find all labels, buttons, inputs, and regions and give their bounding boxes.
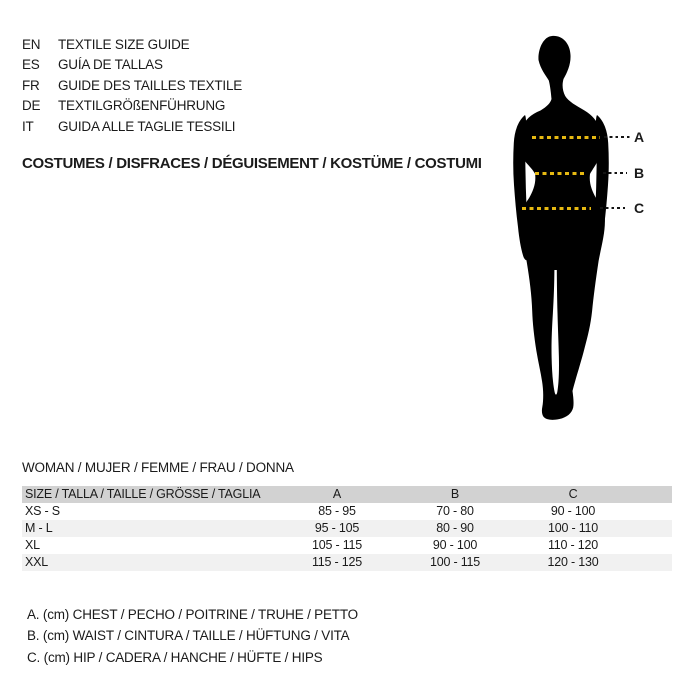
language-code: IT	[22, 118, 34, 134]
table-row	[22, 537, 672, 554]
language-code: ES	[22, 57, 40, 73]
measure-label-c: C	[634, 200, 644, 216]
waist-cell: 80 - 90	[436, 521, 474, 535]
language-code: DE	[22, 98, 41, 114]
size-cell: XS - S	[25, 504, 60, 518]
hip-cell: 110 - 120	[547, 538, 599, 552]
chest-cell: 95 - 105	[314, 521, 360, 535]
language-title: GUIDE DES TAILLES TEXTILE	[58, 77, 243, 93]
hip-leader-line	[600, 207, 625, 209]
col-header-c: C	[514, 486, 632, 503]
size-cell: M - L	[25, 521, 53, 535]
size-table-header-row	[22, 486, 672, 503]
language-row-it	[22, 117, 242, 137]
language-row-fr	[22, 76, 242, 96]
language-code: FR	[22, 77, 40, 93]
chest-cell: 115 - 125	[311, 555, 363, 569]
figure-area	[505, 33, 620, 421]
woman-silhouette-icon	[505, 33, 620, 421]
measurement-legend	[27, 604, 358, 668]
waist-cell: 70 - 80	[436, 504, 474, 518]
hip-cell: 120 - 130	[547, 555, 599, 569]
waist-measure-line	[535, 172, 586, 175]
legend-waist: B. (cm) WAIST / CINTURA / TAILLE / HÜFTUNG / VITA	[27, 628, 350, 644]
size-table	[22, 486, 672, 571]
chest-cell: 105 - 115	[311, 538, 363, 552]
language-title: TEXTILGRÖßENFÜHRUNG	[58, 98, 226, 114]
language-title: GUIDA ALLE TAGLIE TESSILI	[58, 118, 236, 134]
language-code: EN	[22, 37, 41, 52]
hip-measure-line	[522, 207, 591, 210]
table-row	[22, 503, 672, 520]
category-title: COSTUMES / DISFRACES / DÉGUISEMENT / KOSTÜME / COSTUMI	[22, 155, 482, 172]
table-group-title: WOMAN / MUJER / FEMME / FRAU / DONNA	[22, 460, 294, 475]
size-cell: XXL	[25, 555, 49, 569]
waist-cell: 90 - 100	[432, 538, 478, 552]
language-row-de	[22, 96, 242, 116]
waist-cell: 100 - 115	[429, 555, 481, 569]
size-cell: XL	[25, 538, 40, 552]
measure-label-b: B	[634, 165, 644, 181]
hip-cell: 100 - 110	[547, 521, 599, 535]
language-row-en	[22, 35, 242, 55]
waist-leader-line	[603, 172, 627, 174]
col-header-filler	[632, 486, 672, 503]
language-list	[22, 35, 242, 137]
legend-chest: A. (cm) CHEST / PECHO / POITRINE / TRUHE / PETTO	[27, 607, 358, 622]
hip-cell: 90 - 100	[550, 504, 596, 518]
table-row	[22, 554, 672, 571]
measure-label-a: A	[634, 129, 644, 145]
table-row	[22, 520, 672, 537]
col-header-b: B	[396, 486, 514, 503]
col-header-a: A	[278, 486, 396, 503]
chest-cell: 85 - 95	[318, 504, 356, 518]
chest-measure-line	[532, 136, 600, 139]
col-header-size: SIZE / TALLA / TAILLE / GRÖSSE / TAGLIA	[22, 486, 278, 503]
chest-leader-line	[604, 136, 630, 138]
language-title: GUÍA DE TALLAS	[58, 57, 163, 73]
language-title: TEXTILE SIZE GUIDE	[58, 37, 190, 52]
language-row-es	[22, 55, 242, 75]
legend-hip: C. (cm) HIP / CADERA / HANCHE / HÜFTE / HIPS	[27, 649, 323, 665]
